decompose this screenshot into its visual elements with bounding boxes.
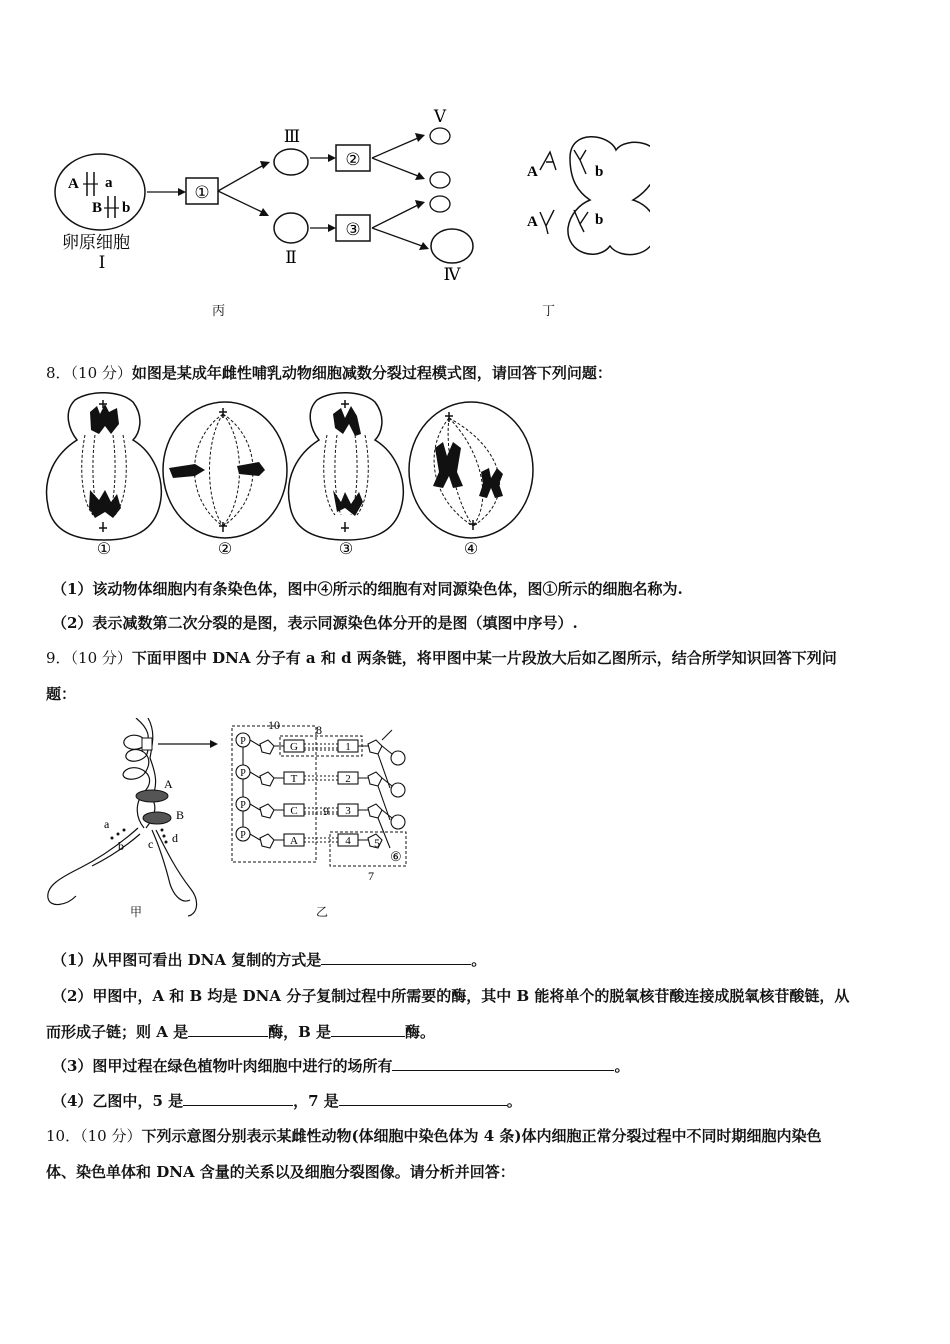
cell-2-label: ② <box>217 541 233 558</box>
ding-b-bottom: b <box>595 212 604 228</box>
egg-cell-IV <box>431 229 473 263</box>
label-a: a <box>104 817 110 831</box>
q9-sub2-blank-A[interactable] <box>188 1022 268 1037</box>
ding-A-bottom: A <box>527 214 538 230</box>
q9-stem-line2: 题： <box>46 685 77 703</box>
q9-sub4-text-a: （4）乙图中，5 是 <box>52 1092 184 1110</box>
label-5: 5 <box>374 836 380 850</box>
label-6: ⑥ <box>390 849 402 864</box>
label-A: A <box>164 777 173 791</box>
phosphate-2: P <box>240 768 246 779</box>
q8-meiosis-figure <box>45 390 540 560</box>
roman-IV: Ⅳ <box>443 265 461 284</box>
step-2-label: ② <box>345 150 361 169</box>
caption-yi: 乙 <box>316 905 329 919</box>
q8-stem-text: 如图是某成年雌性哺乳动物细胞减数分裂过程模式图，请回答下列问题： <box>131 364 612 382</box>
phosphate-4: P <box>240 830 246 841</box>
ding-b-top: b <box>595 164 604 180</box>
q8-score: （10 分） <box>70 364 132 382</box>
base-3: 3 <box>345 805 351 817</box>
base-2: 2 <box>345 773 351 785</box>
enzyme-A <box>136 790 168 802</box>
q9-sub1-text: （1）从甲图可看出 DNA 复制的方式是 <box>52 951 322 969</box>
q10-line1-text: 下列示意图分别表示某雌性动物(体细胞中染色体为 4 条)体内细胞正常分裂过程中不同时期细胞内染色 <box>141 1127 822 1145</box>
label-9: 9 <box>323 804 329 818</box>
q10-line2: 体、染色单体和 DNA 含量的关系以及细胞分裂图像。请分析并回答： <box>46 1163 515 1181</box>
label-B: B <box>176 808 185 822</box>
q8-stem <box>46 362 612 383</box>
q9-sub3 <box>52 1055 629 1076</box>
q9-sub3-blank[interactable] <box>392 1056 614 1071</box>
dividing-cell-ding <box>568 137 650 255</box>
q9-sub2-line2 <box>46 1021 435 1042</box>
allele-b: b <box>122 200 131 216</box>
step-3-label: ③ <box>345 220 361 239</box>
phosphate-1: P <box>240 736 246 747</box>
base-C: C <box>290 805 298 817</box>
q9-sub4-end: 。 <box>506 1092 522 1110</box>
q9-sub1-blank[interactable] <box>321 950 471 965</box>
oogonium-cell <box>55 154 145 230</box>
cell-3-label: ③ <box>338 541 354 558</box>
ding-A-top: A <box>527 164 538 180</box>
q8-sub1: （1）该动物体细胞内有条染色体，图中④所示的细胞有对同源染色体，图①所示的细胞名称为. <box>52 580 683 598</box>
q8-sub2: （2）表示减数第二次分裂的是图，表示同源染色体分开的是图（填图中序号）. <box>52 614 578 632</box>
q9-sub4-text-b: ，7 是 <box>293 1092 339 1110</box>
q9-sub2-text-c: 酶。 <box>405 1023 436 1041</box>
oogonium-label: 卵原细胞 <box>62 233 130 252</box>
q9-sub4-blank-7[interactable] <box>339 1091 507 1106</box>
q9-sub4 <box>52 1090 522 1111</box>
cell-3 <box>289 393 404 540</box>
q9-sub2-text-b: 酶，B 是 <box>268 1023 331 1041</box>
allele-B: B <box>92 200 103 216</box>
q9-sub2-text-a: 而形成子链；则 A 是 <box>46 1023 189 1041</box>
label-8: 8 <box>316 723 322 737</box>
caption-ding: 丁 <box>542 304 556 319</box>
q9-sub4-blank-5[interactable] <box>183 1091 293 1106</box>
enzyme-B <box>143 812 171 824</box>
label-c: c <box>148 837 154 851</box>
allele-a: a <box>105 175 113 191</box>
cell-4-label: ④ <box>463 541 479 558</box>
q9-score: （10 分） <box>70 649 132 667</box>
base-G: G <box>290 741 298 753</box>
caption-jia: 甲 <box>130 905 143 919</box>
q10-score: （10 分） <box>80 1127 142 1145</box>
label-b: b <box>118 839 124 853</box>
q9-sub2-line1: （2）甲图中，A 和 B 均是 DNA 分子复制过程中所需要的酶，其中 B 能将单个的脱氧核苷酸连接成脱氧核苷酸链，从 <box>52 987 850 1005</box>
q9-sub1 <box>52 949 486 970</box>
q9-sub1-end: 。 <box>471 951 487 969</box>
roman-I: Ⅰ <box>98 253 106 272</box>
label-d: d <box>172 831 178 845</box>
cell-III <box>274 149 308 175</box>
roman-III: Ⅲ <box>283 127 301 146</box>
polar-body-3 <box>430 196 450 212</box>
q9-stem-line1 <box>46 647 837 668</box>
q9-stem-text: 下面甲图中 DNA 分子有 a 和 d 两条链，将甲图中某一片段放大后如乙图所示，结合所学知识回答下列问 <box>131 649 837 667</box>
q9-sub2-blank-B[interactable] <box>331 1022 405 1037</box>
q8-number: 8． <box>46 364 71 382</box>
base-A: A <box>290 835 298 847</box>
q9-number: 9． <box>46 649 71 667</box>
dna-replication-figure <box>40 718 420 923</box>
oogenesis-diagram <box>50 100 650 330</box>
base-1: 1 <box>345 741 351 753</box>
cell-II <box>274 213 308 243</box>
base-4: 4 <box>345 835 351 847</box>
caption-bing: 丙 <box>212 304 226 319</box>
cell-4 <box>409 402 533 538</box>
label-7: 7 <box>368 869 374 883</box>
polar-body-V <box>430 128 450 144</box>
q9-sub3-text: （3）图甲过程在绿色植物叶肉细胞中进行的场所有 <box>52 1057 393 1075</box>
q9-sub3-end: 。 <box>614 1057 630 1075</box>
q10-number: 10． <box>46 1127 81 1145</box>
step-1-label: ① <box>194 183 210 202</box>
polar-body-2 <box>430 172 450 188</box>
q10-line1 <box>46 1125 822 1146</box>
allele-A: A <box>68 176 79 192</box>
base-T: T <box>290 773 298 785</box>
roman-V: Ⅴ <box>433 107 447 126</box>
cell-1-label: ① <box>96 541 112 558</box>
phosphate-3: P <box>240 800 246 811</box>
roman-II: Ⅱ <box>285 248 297 267</box>
label-10: 10 <box>268 718 280 732</box>
